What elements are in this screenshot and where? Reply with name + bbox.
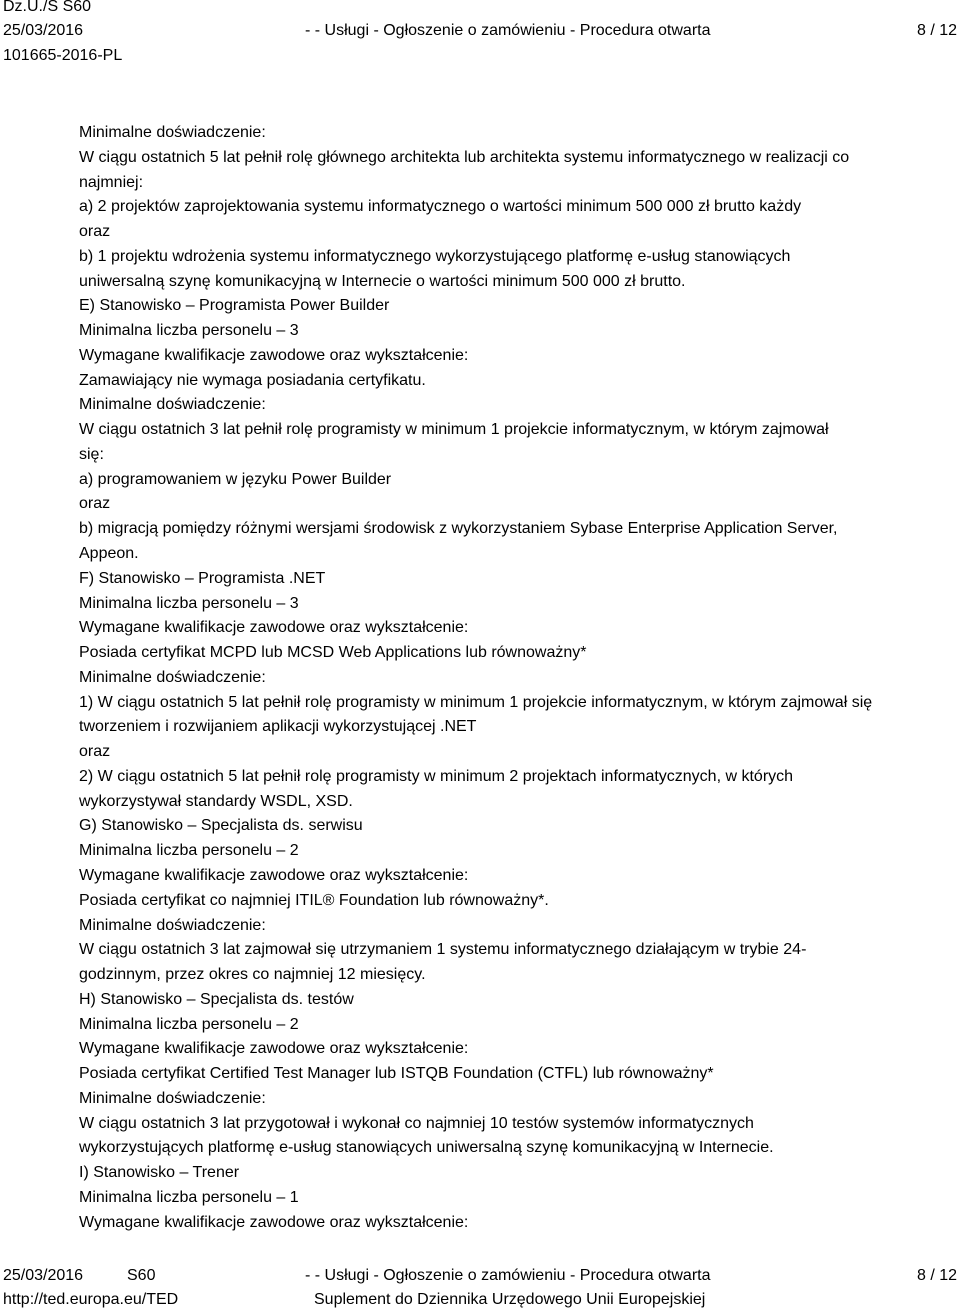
- body-text-line: się:: [79, 445, 104, 463]
- body-text-line: Posiada certyfikat MCPD lub MCSD Web Applications lub równoważny*: [79, 644, 587, 662]
- body-text-line: Wymagane kwalifikacje zawodowe oraz wykształcenie:: [79, 1213, 469, 1231]
- body-text-line: Minimalna liczba personelu – 2: [79, 842, 299, 860]
- header-doc-id: 101665-2016-PL: [3, 47, 123, 64]
- header-page-number: 8 / 12: [916, 22, 957, 39]
- body-text-line: uniwersalną szynę komunikacyjną w Internecie o wartości minimum 500 000 zł brutto.: [79, 272, 686, 290]
- body-text-line: tworzeniem i rozwijaniem aplikacji wykorzystującej .NET: [79, 718, 477, 736]
- body-text-line: Posiada certyfikat Certified Test Manager lub ISTQB Foundation (CTFL) lub równoważny*: [79, 1065, 714, 1083]
- body-text-line: Wymagane kwalifikacje zawodowe oraz wykształcenie:: [79, 1040, 469, 1058]
- body-text-line: G) Stanowisko – Specjalista ds. serwisu: [79, 817, 363, 835]
- body-text-line: Zamawiający nie wymaga posiadania certyfikatu.: [79, 371, 426, 389]
- header-title: - - Usługi - Ogłoszenie o zamówieniu - Procedura otwarta: [305, 22, 711, 39]
- body-text-line: Minimalna liczba personelu – 3: [79, 594, 299, 612]
- body-text-line: Appeon.: [79, 545, 139, 563]
- body-text-line: W ciągu ostatnich 3 lat przygotował i wykonał co najmniej 10 testów systemów informatycznych: [79, 1114, 754, 1132]
- body-text-line: oraz: [79, 743, 111, 761]
- header-journal: Dz.U./S S60: [3, 0, 92, 15]
- body-text-line: W ciągu ostatnich 5 lat pełnił rolę głównego architekta lub architekta systemu informatycznego w realizacji co: [79, 148, 850, 166]
- body-text-line: godzinnym, przez okres co najmniej 12 miesięcy.: [79, 966, 426, 984]
- body-text-line: a) 2 projektów zaprojektowania systemu informatycznego o wartości minimum 500 000 zł brutto każdy: [79, 198, 802, 216]
- footer-url: http://ted.europa.eu/TED: [3, 1291, 179, 1308]
- body-text-line: E) Stanowisko – Programista Power Builder: [79, 297, 390, 315]
- body-text-line: I) Stanowisko – Trener: [79, 1164, 240, 1182]
- body-text-line: Posiada certyfikat co najmniej ITIL® Foundation lub równoważny*.: [79, 891, 549, 909]
- body-text-line: Minimalne doświadczenie:: [79, 916, 266, 934]
- body-text-line: b) migracją pomiędzy różnymi wersjami środowisk z wykorzystaniem Sybase Enterprise Application Server,: [79, 520, 838, 538]
- body-text-line: Wymagane kwalifikacje zawodowe oraz wykształcenie:: [79, 619, 469, 637]
- body-text-line: a) programowaniem w języku Power Builder: [79, 470, 392, 488]
- document-body: [79, 121, 957, 1235]
- body-text-line: 2) W ciągu ostatnich 5 lat pełnił rolę programisty w minimum 2 projektach informatycznych, w których: [79, 767, 794, 785]
- body-text-line: najmniej:: [79, 173, 144, 191]
- body-text-line: wykorzystujących platformę e-usług stanowiących uniwersalną szynę komunikacyjną w Internecie.: [79, 1139, 774, 1157]
- body-text-line: Minimalna liczba personelu – 1: [79, 1188, 299, 1206]
- footer-title: - - Usługi - Ogłoszenie o zamówieniu - Procedura otwarta: [305, 1267, 711, 1284]
- body-text-line: wykorzystywał standardy WSDL, XSD.: [79, 792, 353, 810]
- header-date: 25/03/2016: [3, 22, 84, 39]
- body-text-line: Wymagane kwalifikacje zawodowe oraz wykształcenie:: [79, 866, 469, 884]
- footer-date: 25/03/2016: [3, 1267, 84, 1284]
- body-text-line: F) Stanowisko – Programista .NET: [79, 569, 326, 587]
- body-text-line: Minimalne doświadczenie:: [79, 1089, 266, 1107]
- footer-supplement: Suplement do Dziennika Urzędowego Unii Europejskiej: [314, 1291, 706, 1308]
- body-text-line: 1) W ciągu ostatnich 5 lat pełnił rolę programisty w minimum 1 projekcie informatycznym, w którym zajmował się: [79, 693, 873, 711]
- footer-page-number: 8 / 12: [916, 1267, 957, 1284]
- body-text-line: Minimalne doświadczenie:: [79, 668, 266, 686]
- body-text-line: H) Stanowisko – Specjalista ds. testów: [79, 990, 354, 1008]
- body-text-line: b) 1 projektu wdrożenia systemu informatycznego wykorzystującego platformę e-usług stanowiących: [79, 247, 791, 265]
- body-text-line: oraz: [79, 223, 111, 241]
- body-text-line: Minimalna liczba personelu – 3: [79, 322, 299, 340]
- body-text-line: oraz: [79, 495, 111, 513]
- body-text-line: W ciągu ostatnich 3 lat pełnił rolę programisty w minimum 1 projekcie informatycznym, w którym zajmował: [79, 421, 829, 439]
- body-text-line: W ciągu ostatnich 3 lat zajmował się utrzymaniem 1 systemu informatycznego działającym w trybie 24-: [79, 941, 807, 959]
- body-text-line: Minimalne doświadczenie:: [79, 396, 266, 414]
- body-text-line: Minimalne doświadczenie:: [79, 124, 266, 141]
- body-text-line: Wymagane kwalifikacje zawodowe oraz wykształcenie:: [79, 346, 469, 364]
- body-text-line: Minimalna liczba personelu – 2: [79, 1015, 299, 1033]
- footer-issue: S60: [127, 1267, 156, 1284]
